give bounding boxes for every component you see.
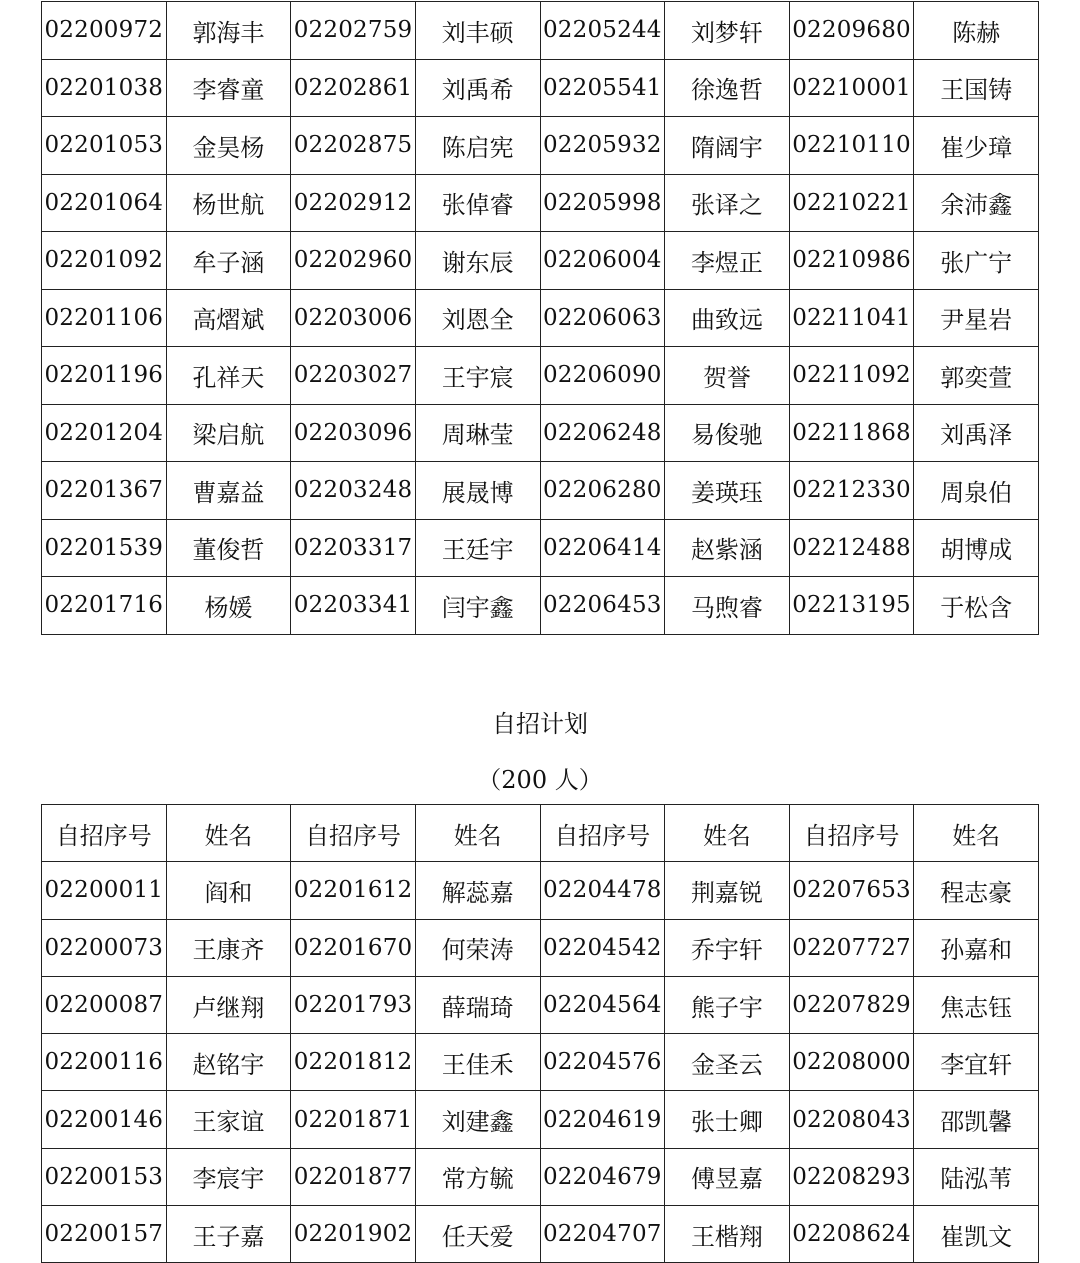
serial-number-cell: 02200087 bbox=[42, 976, 167, 1033]
student-name-cell: 任天爱 bbox=[415, 1206, 540, 1263]
serial-number-cell: 02204707 bbox=[540, 1206, 665, 1263]
student-name-cell: 傅昱嘉 bbox=[665, 1148, 790, 1205]
student-name-cell: 王楷翔 bbox=[665, 1206, 790, 1263]
table-row bbox=[42, 2, 1039, 60]
serial-number-cell: 02201038 bbox=[42, 59, 167, 117]
table-body bbox=[42, 862, 1039, 1263]
serial-number-cell: 02207727 bbox=[789, 919, 914, 976]
serial-number-cell: 02201902 bbox=[291, 1206, 416, 1263]
student-name-cell: 陈赫 bbox=[914, 2, 1039, 60]
serial-number-cell: 02201539 bbox=[42, 519, 167, 577]
serial-number-cell: 02207653 bbox=[789, 862, 914, 919]
student-name-cell: 赵紫涵 bbox=[665, 519, 790, 577]
student-name-cell: 孙嘉和 bbox=[914, 919, 1039, 976]
serial-number-cell: 02202861 bbox=[291, 59, 416, 117]
serial-number-cell: 02204478 bbox=[540, 862, 665, 919]
student-name-cell: 李宜轩 bbox=[914, 1034, 1039, 1091]
serial-number-cell: 02201367 bbox=[42, 462, 167, 520]
table-row bbox=[42, 919, 1039, 976]
student-name-cell: 薛瑞琦 bbox=[415, 976, 540, 1033]
student-name-cell: 解蕊嘉 bbox=[415, 862, 540, 919]
table-row bbox=[42, 117, 1039, 175]
student-name-cell: 周琳莹 bbox=[415, 404, 540, 462]
student-name-cell: 刘丰硕 bbox=[415, 2, 540, 60]
header-serial-number: 自招序号 bbox=[291, 805, 416, 862]
student-name-cell: 马煦睿 bbox=[665, 577, 790, 635]
serial-number-cell: 02206004 bbox=[540, 232, 665, 290]
student-name-cell: 牟子涵 bbox=[166, 232, 291, 290]
student-name-cell: 胡博成 bbox=[914, 519, 1039, 577]
serial-number-cell: 02202912 bbox=[291, 174, 416, 232]
serial-number-cell: 02203317 bbox=[291, 519, 416, 577]
serial-number-cell: 02201092 bbox=[42, 232, 167, 290]
table-row bbox=[42, 232, 1039, 290]
student-name-cell: 隋阔宇 bbox=[665, 117, 790, 175]
student-name-cell: 刘禹希 bbox=[415, 59, 540, 117]
student-name-cell: 王康齐 bbox=[166, 919, 291, 976]
student-name-cell: 刘恩全 bbox=[415, 289, 540, 347]
serial-number-cell: 02201812 bbox=[291, 1034, 416, 1091]
student-name-cell: 曹嘉益 bbox=[166, 462, 291, 520]
student-name-cell: 常方毓 bbox=[415, 1148, 540, 1205]
student-name-cell: 于松含 bbox=[914, 577, 1039, 635]
serial-number-cell: 02208293 bbox=[789, 1148, 914, 1205]
student-name-cell: 阎和 bbox=[166, 862, 291, 919]
student-name-cell: 刘建鑫 bbox=[415, 1091, 540, 1148]
student-name-cell: 王子嘉 bbox=[166, 1206, 291, 1263]
student-name-cell: 张士卿 bbox=[665, 1091, 790, 1148]
student-name-cell: 程志豪 bbox=[914, 862, 1039, 919]
serial-number-cell: 02201196 bbox=[42, 347, 167, 405]
serial-number-cell: 02210221 bbox=[789, 174, 914, 232]
student-name-cell: 刘梦轩 bbox=[665, 2, 790, 60]
header-name: 姓名 bbox=[665, 805, 790, 862]
serial-number-cell: 02206090 bbox=[540, 347, 665, 405]
student-name-cell: 展晟博 bbox=[415, 462, 540, 520]
serial-number-cell: 02203027 bbox=[291, 347, 416, 405]
serial-number-cell: 02201716 bbox=[42, 577, 167, 635]
table-row bbox=[42, 1091, 1039, 1148]
student-name-cell: 姜瑛珏 bbox=[665, 462, 790, 520]
table-row bbox=[42, 174, 1039, 232]
header-serial-number: 自招序号 bbox=[789, 805, 914, 862]
serial-number-cell: 02200146 bbox=[42, 1091, 167, 1148]
header-name: 姓名 bbox=[914, 805, 1039, 862]
student-name-cell: 焦志钰 bbox=[914, 976, 1039, 1033]
table-header bbox=[42, 805, 1039, 862]
student-name-cell: 王廷宇 bbox=[415, 519, 540, 577]
table-row bbox=[42, 462, 1039, 520]
header-name: 姓名 bbox=[166, 805, 291, 862]
serial-number-cell: 02200972 bbox=[42, 2, 167, 60]
serial-number-cell: 02212330 bbox=[789, 462, 914, 520]
serial-number-cell: 02204619 bbox=[540, 1091, 665, 1148]
serial-number-cell: 02209680 bbox=[789, 2, 914, 60]
serial-number-cell: 02206248 bbox=[540, 404, 665, 462]
table-row bbox=[42, 519, 1039, 577]
student-name-cell: 何荣涛 bbox=[415, 919, 540, 976]
serial-number-cell: 02208624 bbox=[789, 1206, 914, 1263]
student-name-cell: 徐逸哲 bbox=[665, 59, 790, 117]
serial-number-cell: 02200157 bbox=[42, 1206, 167, 1263]
table-row bbox=[42, 347, 1039, 405]
serial-number-cell: 02211868 bbox=[789, 404, 914, 462]
serial-number-cell: 02201612 bbox=[291, 862, 416, 919]
student-name-cell: 王国铸 bbox=[914, 59, 1039, 117]
student-name-cell: 王宇宸 bbox=[415, 347, 540, 405]
table-row bbox=[42, 976, 1039, 1033]
student-name-cell: 李宸宇 bbox=[166, 1148, 291, 1205]
serial-number-cell: 02206063 bbox=[540, 289, 665, 347]
serial-number-cell: 02203006 bbox=[291, 289, 416, 347]
header-row bbox=[42, 805, 1039, 862]
student-name-cell: 王家谊 bbox=[166, 1091, 291, 1148]
table-row bbox=[42, 862, 1039, 919]
serial-number-cell: 02210110 bbox=[789, 117, 914, 175]
student-name-cell: 闫宇鑫 bbox=[415, 577, 540, 635]
serial-number-cell: 02203248 bbox=[291, 462, 416, 520]
student-name-cell: 谢东辰 bbox=[415, 232, 540, 290]
student-name-cell: 高熠斌 bbox=[166, 289, 291, 347]
table-row bbox=[42, 59, 1039, 117]
header-name: 姓名 bbox=[415, 805, 540, 862]
serial-number-cell: 02200011 bbox=[42, 862, 167, 919]
serial-number-cell: 02206414 bbox=[540, 519, 665, 577]
serial-number-cell: 02201053 bbox=[42, 117, 167, 175]
serial-number-cell: 02208043 bbox=[789, 1091, 914, 1148]
serial-number-cell: 02211092 bbox=[789, 347, 914, 405]
student-name-cell: 郭海丰 bbox=[166, 2, 291, 60]
serial-number-cell: 02210001 bbox=[789, 59, 914, 117]
table-body bbox=[42, 2, 1039, 635]
serial-number-cell: 02205998 bbox=[540, 174, 665, 232]
student-name-cell: 张倬睿 bbox=[415, 174, 540, 232]
serial-number-cell: 02210986 bbox=[789, 232, 914, 290]
table-row bbox=[42, 1206, 1039, 1263]
serial-number-cell: 02207829 bbox=[789, 976, 914, 1033]
student-name-cell: 张译之 bbox=[665, 174, 790, 232]
student-name-cell: 金昊杨 bbox=[166, 117, 291, 175]
serial-number-cell: 02203341 bbox=[291, 577, 416, 635]
student-name-cell: 郭奕萱 bbox=[914, 347, 1039, 405]
student-name-cell: 金圣云 bbox=[665, 1034, 790, 1091]
serial-number-cell: 02205932 bbox=[540, 117, 665, 175]
admission-list-table-continued bbox=[41, 1, 1039, 635]
serial-number-cell: 02200116 bbox=[42, 1034, 167, 1091]
student-name-cell: 董俊哲 bbox=[166, 519, 291, 577]
student-name-cell: 周泉伯 bbox=[914, 462, 1039, 520]
section-count: （200 人） bbox=[477, 766, 603, 794]
student-name-cell: 曲致远 bbox=[665, 289, 790, 347]
serial-number-cell: 02213195 bbox=[789, 577, 914, 635]
student-name-cell: 尹星岩 bbox=[914, 289, 1039, 347]
serial-number-cell: 02201106 bbox=[42, 289, 167, 347]
serial-number-cell: 02203096 bbox=[291, 404, 416, 462]
table-row bbox=[42, 1034, 1039, 1091]
serial-number-cell: 02205541 bbox=[540, 59, 665, 117]
student-name-cell: 余沛鑫 bbox=[914, 174, 1039, 232]
student-name-cell: 荆嘉锐 bbox=[665, 862, 790, 919]
table-row bbox=[42, 289, 1039, 347]
serial-number-cell: 02201204 bbox=[42, 404, 167, 462]
student-name-cell: 赵铭宇 bbox=[166, 1034, 291, 1091]
student-name-cell: 陆泓苇 bbox=[914, 1148, 1039, 1205]
serial-number-cell: 02200153 bbox=[42, 1148, 167, 1205]
serial-number-cell: 02204564 bbox=[540, 976, 665, 1033]
student-name-cell: 刘禹泽 bbox=[914, 404, 1039, 462]
student-name-cell: 李煜正 bbox=[665, 232, 790, 290]
serial-number-cell: 02201871 bbox=[291, 1091, 416, 1148]
serial-number-cell: 02205244 bbox=[540, 2, 665, 60]
serial-number-cell: 02202960 bbox=[291, 232, 416, 290]
student-name-cell: 陈启宪 bbox=[415, 117, 540, 175]
table-row bbox=[42, 577, 1039, 635]
header-serial-number: 自招序号 bbox=[42, 805, 167, 862]
serial-number-cell: 02202759 bbox=[291, 2, 416, 60]
serial-number-cell: 02211041 bbox=[789, 289, 914, 347]
serial-number-cell: 02201064 bbox=[42, 174, 167, 232]
serial-number-cell: 02206453 bbox=[540, 577, 665, 635]
student-name-cell: 熊子宇 bbox=[665, 976, 790, 1033]
student-name-cell: 乔宇轩 bbox=[665, 919, 790, 976]
table-row bbox=[42, 404, 1039, 462]
table-row bbox=[42, 1148, 1039, 1205]
student-name-cell: 王佳禾 bbox=[415, 1034, 540, 1091]
student-name-cell: 李睿童 bbox=[166, 59, 291, 117]
serial-number-cell: 02208000 bbox=[789, 1034, 914, 1091]
self-recruitment-table bbox=[41, 804, 1039, 1263]
student-name-cell: 贺誉 bbox=[665, 347, 790, 405]
serial-number-cell: 02206280 bbox=[540, 462, 665, 520]
student-name-cell: 崔凯文 bbox=[914, 1206, 1039, 1263]
student-name-cell: 易俊驰 bbox=[665, 404, 790, 462]
header-serial-number: 自招序号 bbox=[540, 805, 665, 862]
section-title: 自招计划 bbox=[492, 710, 588, 738]
student-name-cell: 孔祥天 bbox=[166, 347, 291, 405]
serial-number-cell: 02204542 bbox=[540, 919, 665, 976]
serial-number-cell: 02201877 bbox=[291, 1148, 416, 1205]
student-name-cell: 张广宁 bbox=[914, 232, 1039, 290]
student-name-cell: 卢继翔 bbox=[166, 976, 291, 1033]
serial-number-cell: 02204679 bbox=[540, 1148, 665, 1205]
student-name-cell: 梁启航 bbox=[166, 404, 291, 462]
serial-number-cell: 02201793 bbox=[291, 976, 416, 1033]
serial-number-cell: 02204576 bbox=[540, 1034, 665, 1091]
student-name-cell: 杨媛 bbox=[166, 577, 291, 635]
student-name-cell: 崔少璋 bbox=[914, 117, 1039, 175]
student-name-cell: 杨世航 bbox=[166, 174, 291, 232]
serial-number-cell: 02201670 bbox=[291, 919, 416, 976]
serial-number-cell: 02212488 bbox=[789, 519, 914, 577]
serial-number-cell: 02202875 bbox=[291, 117, 416, 175]
serial-number-cell: 02200073 bbox=[42, 919, 167, 976]
student-name-cell: 邵凯馨 bbox=[914, 1091, 1039, 1148]
